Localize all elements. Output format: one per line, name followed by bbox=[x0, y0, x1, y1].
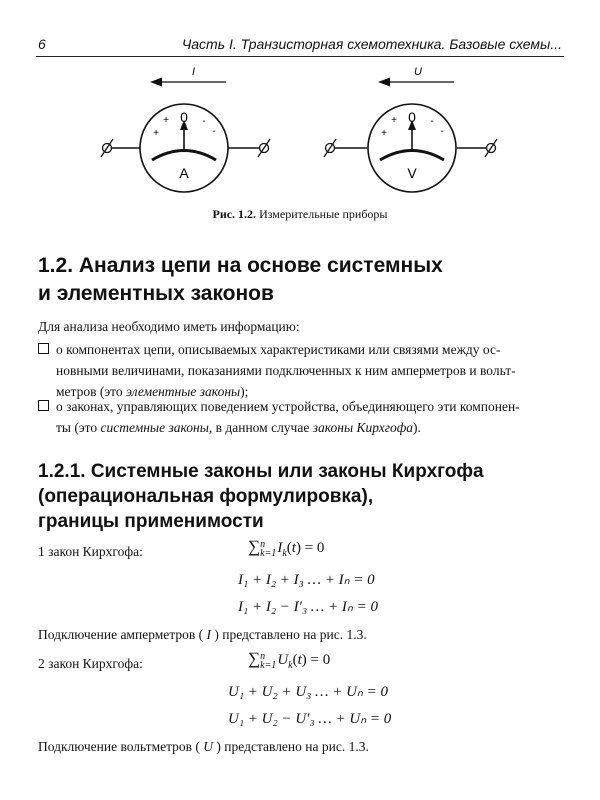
law-2-label: 2 закон Кирхгофа: bbox=[38, 656, 143, 671]
list-item bbox=[38, 396, 564, 440]
running-title: Часть I. Транзисторная схемотехника. Базовые схемы... bbox=[181, 36, 562, 52]
bullet-2-line-2: ты (это системные законы, в данном случае законы Кирхгофа). bbox=[56, 420, 421, 435]
voltmeter-right-terminal-icon bbox=[485, 139, 497, 157]
voltmeter-arrow-label: U bbox=[414, 66, 422, 78]
voltmeter-diagram bbox=[324, 66, 497, 192]
ammeter-letter: A bbox=[179, 165, 189, 181]
subsection-title-line-3: границы применимости bbox=[38, 511, 264, 532]
voltmeter-plus-outer: + bbox=[381, 128, 387, 139]
law-1-note: Подключение амперметров ( I ) представлено на рис. 1.3. bbox=[38, 627, 367, 642]
voltmeter-plus-inner: + bbox=[391, 115, 397, 126]
ammeter-right-terminal-icon bbox=[258, 139, 270, 157]
bullet-1-line-2: новными величинами, показаниями подключенных к ним амперметров и вольт- bbox=[56, 363, 516, 378]
section-title-line-2: и элементных законов bbox=[38, 282, 274, 305]
term-kirchhoff-laws: законы Кирхгофа bbox=[312, 420, 414, 435]
law-1-equation-2: I₁ + I₂ + I₃ … + Iₙ = 0 bbox=[238, 572, 375, 588]
law-1-equation-3: I₁ + I₂ − I′₃ … + Iₙ = 0 bbox=[238, 599, 378, 615]
voltmeter-left-terminal-icon bbox=[324, 139, 336, 157]
checkbox-bullet-icon bbox=[38, 343, 49, 354]
ammeter-plus-inner: + bbox=[163, 115, 169, 126]
section-title bbox=[38, 252, 568, 308]
ammeter-minus-inner: - bbox=[202, 116, 206, 127]
page-number: 6 bbox=[38, 36, 46, 52]
ammeter-zero-mark: 0 bbox=[180, 109, 188, 125]
law-2-note: Подключение вольтметров ( U ) представлено на рис. 1.3. bbox=[38, 739, 369, 754]
ammeter-arrow-label: I bbox=[192, 66, 196, 78]
law-1-label: 1 закон Кирхгофа: bbox=[38, 544, 143, 559]
section-title-line-1: 1.2. Анализ цепи на основе системных bbox=[38, 254, 443, 277]
subsection-title-line-1: 1.2.1. Системные законы или законы Кирхгофа bbox=[38, 461, 484, 482]
law-1-sum-equation: ∑ n k=1 $I_k(t) = 0$ bbox=[248, 537, 325, 559]
current-direction-arrow bbox=[150, 78, 226, 87]
ammeter-left-terminal-icon bbox=[101, 139, 113, 157]
law-2-equation-3: U₁ + U₂ − U′₃ … + Uₙ = 0 bbox=[228, 711, 392, 727]
list-item bbox=[38, 339, 564, 403]
measuring-instruments-figure bbox=[0, 58, 600, 206]
term-elementary-laws: элементные законы bbox=[126, 384, 241, 399]
figure-caption-label: Рис. 1.2. bbox=[212, 207, 257, 221]
bullet-2-line-1: о законах, управляющих поведением устройства, объединяющего эти компонен- bbox=[56, 399, 520, 414]
law-2-sum-equation: ∑ n k=1 $U_k(t) = 0$ bbox=[248, 649, 331, 671]
voltmeter-zero-mark: 0 bbox=[408, 109, 416, 125]
voltmeter-minus-outer: - bbox=[440, 126, 444, 137]
bullet-1-line-3: метров (это элементные законы); bbox=[56, 384, 249, 399]
ammeter-minus-outer: - bbox=[212, 126, 216, 137]
section-intro: Для анализа необходимо иметь информацию: bbox=[38, 319, 300, 334]
bullet-1-line-1: о компонентах цепи, описываемых характеристиками или связями между ос- bbox=[56, 342, 501, 357]
term-system-laws: системные законы bbox=[100, 420, 209, 435]
subsection-title bbox=[38, 459, 568, 534]
checkbox-bullet-icon bbox=[38, 400, 49, 411]
voltage-direction-arrow bbox=[378, 78, 454, 87]
header-rule bbox=[36, 56, 564, 57]
law-2-equation-2: U₁ + U₂ + U₃ … + Uₙ = 0 bbox=[228, 684, 389, 700]
voltmeter-letter: V bbox=[407, 165, 417, 181]
ammeter-diagram bbox=[101, 66, 270, 192]
figure-caption bbox=[0, 207, 600, 222]
ammeter-plus-outer: + bbox=[153, 128, 159, 139]
voltmeter-minus-inner: - bbox=[430, 116, 434, 127]
subsection-title-line-2: (операциональная формулировка), bbox=[38, 486, 374, 507]
figure-caption-text: Измерительные приборы bbox=[256, 207, 388, 221]
